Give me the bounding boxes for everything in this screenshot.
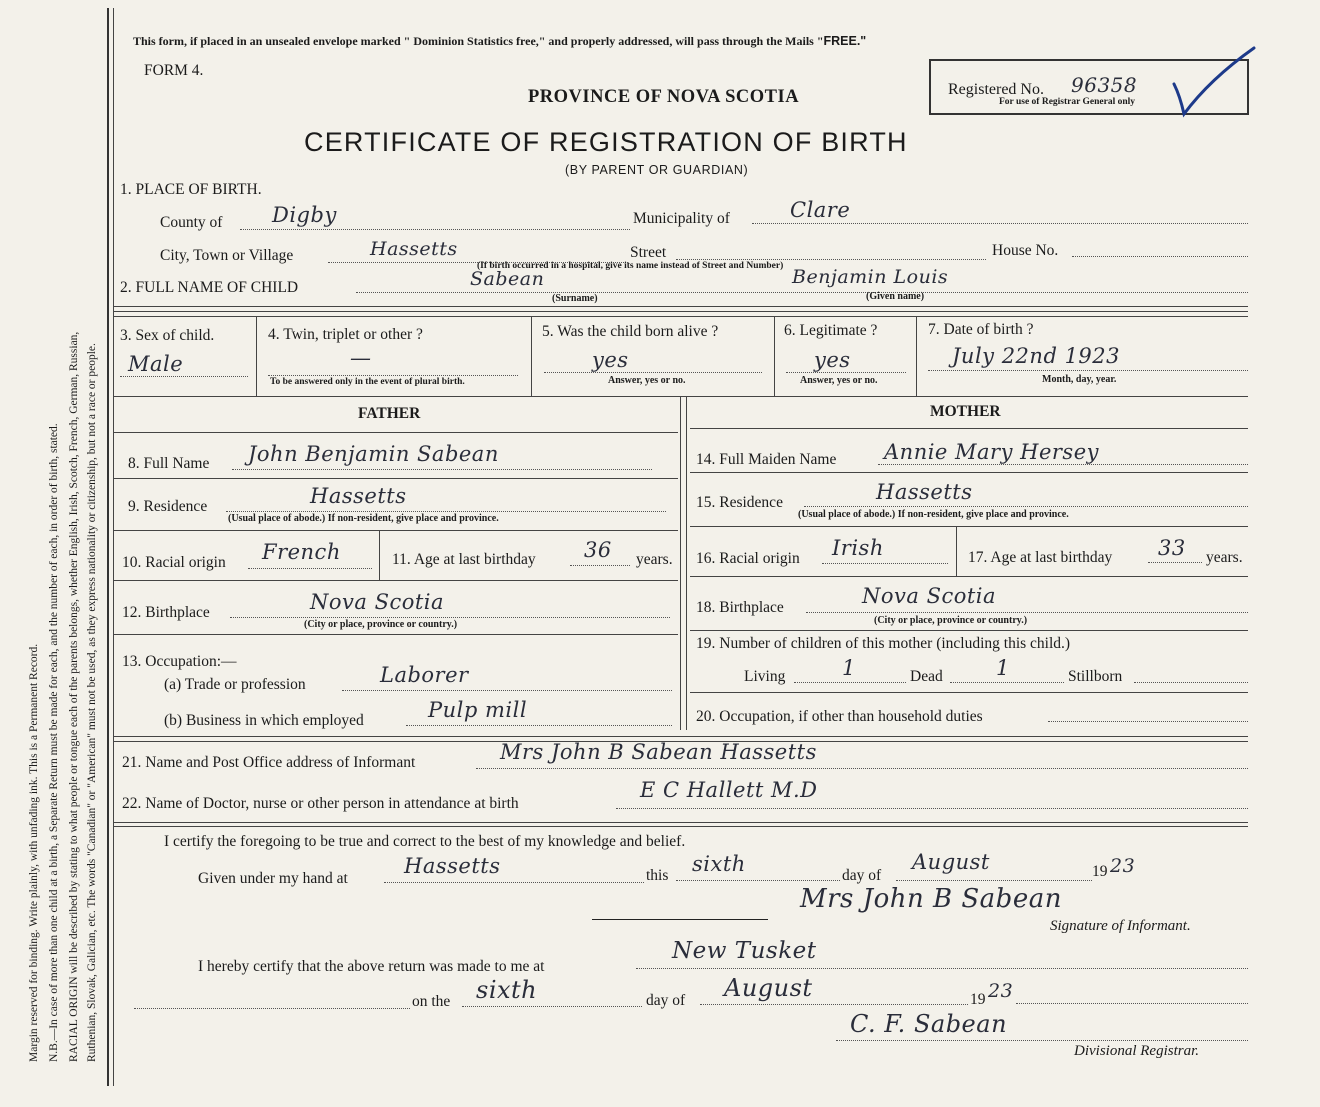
father-birthplace-note: (City or place, province or country.) xyxy=(304,619,458,630)
margin-racial-note-1: RACIAL ORIGIN will be described by stating to what people or tongue each of the parents belongs, whether English, Irish, Scotch, French, German, Russian, xyxy=(68,331,80,1062)
mother-heading: MOTHER xyxy=(930,403,1001,420)
mother-residence-value: Hassetts xyxy=(876,480,973,504)
city-value: Hassetts xyxy=(370,238,458,260)
father-race-label: 10. Racial origin xyxy=(122,554,226,571)
mother-residence-label: 15. Residence xyxy=(696,494,783,511)
return-label: I hereby certify that the above return was made to me at xyxy=(198,958,545,975)
children-count-label: 19. Number of children of this mother (including this child.) xyxy=(696,635,1071,652)
twin-label: 4. Twin, triplet or other ? xyxy=(268,326,423,343)
return-month-value: August xyxy=(724,974,813,1002)
dob-value: July 22nd 1923 xyxy=(952,344,1121,368)
father-birthplace-label: 12. Birthplace xyxy=(122,604,210,621)
alive-note: Answer, yes or no. xyxy=(608,375,686,386)
municipality-label: Municipality of xyxy=(633,210,730,227)
dob-note: Month, day, year. xyxy=(1042,374,1117,385)
father-name-value: John Benjamin Sabean xyxy=(248,442,499,466)
informant-value: Mrs John B Sabean Hassetts xyxy=(500,740,817,764)
dead-label: Dead xyxy=(910,668,943,685)
twin-value: — xyxy=(350,346,372,370)
sex-value: Male xyxy=(128,352,184,376)
living-label: Living xyxy=(744,668,786,685)
father-birthplace-value: Nova Scotia xyxy=(310,590,445,614)
this-label: this xyxy=(646,867,669,884)
registered-number: 96358 xyxy=(1071,73,1138,97)
legitimate-label: 6. Legitimate ? xyxy=(784,322,878,339)
father-name-label: 8. Full Name xyxy=(128,455,210,472)
mother-years-label: years. xyxy=(1206,549,1243,566)
given-year-value: 23 xyxy=(1110,855,1136,877)
return-day-value: sixth xyxy=(476,976,538,1004)
doctor-value: E C Hallett M.D xyxy=(640,778,818,802)
doctor-label: 22. Name of Doctor, nurse or other person in attendance at birth xyxy=(122,795,519,812)
given-month-value: August xyxy=(912,850,990,874)
hospital-note: (If birth occurred in a hospital, give its name instead of Street and Number) xyxy=(477,261,784,271)
given-name-caption: (Given name) xyxy=(866,291,925,302)
return-year-prefix: 19 xyxy=(970,991,986,1008)
father-trade-label: (a) Trade or profession xyxy=(164,676,306,693)
margin-racial-note-2: Ruthenian, Slovak, Galician, etc. The words "Canadian" or "American" must not be used, as they express nationality or citizenship, but not a race or people. xyxy=(86,343,98,1062)
margin-binding-note: Margin reserved for binding. Write plainly, with unfading ink. This is a Permanent Record. xyxy=(28,643,40,1062)
given-day-value: sixth xyxy=(692,852,746,876)
mother-birthplace-note: (City or place, province or country.) xyxy=(874,615,1028,626)
mother-residence-note: (Usual place of abode.) If non-resident, give place and province. xyxy=(798,509,1069,520)
legitimate-value: yes xyxy=(814,348,851,372)
mother-name-label: 14. Full Maiden Name xyxy=(696,451,837,468)
informant-signature-caption: Signature of Informant. xyxy=(1050,918,1191,934)
on-the-label: on the xyxy=(412,993,451,1010)
return-place-value: New Tusket xyxy=(672,938,817,964)
sex-label: 3. Sex of child. xyxy=(120,327,215,344)
father-business-value: Pulp mill xyxy=(428,698,528,722)
dead-value: 1 xyxy=(996,656,1010,680)
day-of-label-2: day of xyxy=(646,992,686,1009)
twin-note: To be answered only in the event of plural birth. xyxy=(270,377,465,387)
informant-signature: Mrs John B Sabean xyxy=(800,884,1062,914)
return-year-value: 23 xyxy=(988,980,1014,1002)
mother-name-value: Annie Mary Hersey xyxy=(884,440,1099,464)
father-heading: FATHER xyxy=(358,405,421,422)
given-place-value: Hassetts xyxy=(404,854,501,878)
mother-birthplace-value: Nova Scotia xyxy=(862,584,997,608)
child-given-name: Benjamin Louis xyxy=(792,266,949,288)
certificate-title: CERTIFICATE OF REGISTRATION OF BIRTH xyxy=(304,127,908,157)
mother-race-label: 16. Racial origin xyxy=(696,550,800,567)
father-age-value: 36 xyxy=(584,538,612,562)
registrar-use-note: For use of Registrar General only xyxy=(999,97,1136,107)
mother-occupation-label: 20. Occupation, if other than household duties xyxy=(696,708,983,725)
given-year-prefix: 19 xyxy=(1092,863,1108,880)
margin-nb-note: N.B.—In case of more than one child at a birth, a Separate Return must be made for each, and the number of each, in order of birth, stated. xyxy=(48,423,60,1062)
mother-birthplace-label: 18. Birthplace xyxy=(696,599,784,616)
street-label: Street xyxy=(630,244,667,261)
father-race-value: French xyxy=(262,540,341,564)
child-name-label: 2. FULL NAME OF CHILD xyxy=(120,279,299,296)
county-value: Digby xyxy=(272,203,337,227)
father-trade-value: Laborer xyxy=(380,663,469,687)
informant-label: 21. Name and Post Office address of Informant xyxy=(122,754,416,771)
registrar-signature: C. F. Sabean xyxy=(850,1010,1008,1038)
county-label: County of xyxy=(160,214,223,231)
child-surname: Sabean xyxy=(470,268,545,290)
alive-value: yes xyxy=(592,348,629,372)
house-no-label: House No. xyxy=(992,242,1059,259)
municipality-value: Clare xyxy=(790,198,851,222)
father-years-label: years. xyxy=(636,551,673,568)
mother-age-value: 33 xyxy=(1158,536,1186,560)
form-number: FORM 4. xyxy=(144,62,204,79)
province-heading: PROVINCE OF NOVA SCOTIA xyxy=(528,87,800,107)
checkmark-icon xyxy=(1170,44,1260,124)
father-residence-note: (Usual place of abode.) If non-resident, give place and province. xyxy=(228,513,499,524)
certify-statement: I certify the foregoing to be true and correct to the best of my knowledge and belief. xyxy=(164,833,686,850)
mother-age-label: 17. Age at last birthday xyxy=(968,549,1113,566)
father-age-label: 11. Age at last birthday xyxy=(392,551,536,568)
day-of-label: day of xyxy=(842,867,882,884)
city-label: City, Town or Village xyxy=(160,247,294,264)
living-value: 1 xyxy=(842,656,856,680)
given-under-label: Given under my hand at xyxy=(198,870,348,887)
binding-border-inner xyxy=(113,8,114,1086)
stillborn-label: Stillborn xyxy=(1068,668,1123,685)
postal-notice: This form, if placed in an unsealed envelope marked " Dominion Statistics free," and properly addressed, will pass through the Mails "FREE." xyxy=(133,34,867,48)
mother-race-value: Irish xyxy=(832,536,884,560)
binding-border xyxy=(107,8,109,1086)
registered-label: Registered No. xyxy=(948,81,1044,98)
dob-label: 7. Date of birth ? xyxy=(928,321,1034,338)
place-of-birth-label: 1. PLACE OF BIRTH. xyxy=(120,181,262,198)
father-business-label: (b) Business in which employed xyxy=(164,712,364,729)
surname-caption: (Surname) xyxy=(552,293,598,304)
father-occupation-label: 13. Occupation:— xyxy=(122,653,237,670)
legitimate-note: Answer, yes or no. xyxy=(800,375,878,386)
alive-label: 5. Was the child born alive ? xyxy=(542,323,719,340)
father-residence-label: 9. Residence xyxy=(128,498,208,515)
registrar-caption: Divisional Registrar. xyxy=(1074,1043,1200,1059)
father-residence-value: Hassetts xyxy=(310,484,407,508)
certificate-subtitle: (BY PARENT OR GUARDIAN) xyxy=(565,163,749,177)
